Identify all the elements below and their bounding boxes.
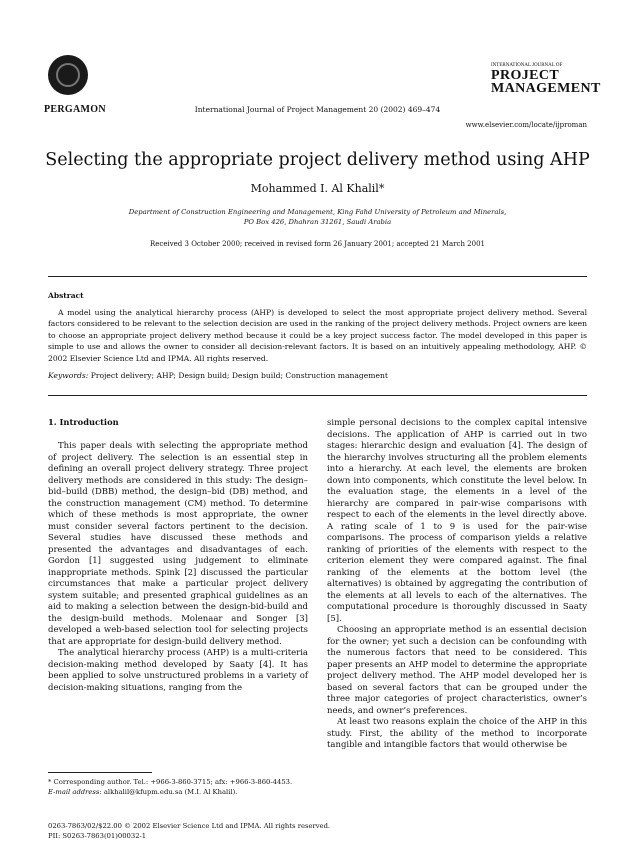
journal-logo-line2: MANAGEMENT (491, 81, 601, 96)
journal-logo-small: INTERNATIONAL JOURNAL OF (491, 63, 563, 68)
journal-url[interactable]: www.elsevier.com/locate/ijproman (465, 121, 587, 129)
publisher-name: PERGAMON (44, 104, 106, 115)
right-paragraph-2: Choosing an appropriate method is an essential decision for the owner; yet such a decision can be confounding with the numerous factors that need to be considered. This paper presents an AHP model to determine the appropriate project delivery method. The AHP model developed her is based on several factors that can be grouped under the three major categories of project characteristics, owner’s needs, and owner’s preferences. (327, 625, 587, 716)
email-address[interactable]: alkhalil@kfupm.edu.sa (M.I. Al Khalil). (103, 787, 238, 796)
journal-logo-line1: PROJECT (491, 68, 560, 83)
footnote-divider (48, 772, 152, 773)
email-label: E-mail address: (48, 787, 102, 796)
pii-line: PII: S0263-7863(01)00032-1 (48, 831, 147, 840)
left-column (48, 441, 308, 694)
pergamon-seal-logo (48, 55, 88, 95)
copyright-line: 0263-7863/02/$22.00 © 2002 Elsevier Science Ltd and IPMA. All rights reserved. (48, 822, 331, 830)
divider-top (48, 276, 587, 277)
keywords-line (48, 371, 587, 380)
journal-logo (491, 63, 601, 96)
journal-citation: International Journal of Project Management 20 (2002) 469–474 (194, 105, 441, 114)
left-paragraph-2: The analytical hierarchy process (AHP) is a multi-criteria decision-making method developed by Saaty [4]. It has been applied to solve unstructured problems in a variety of decision-making situations, ranging from the (48, 648, 308, 693)
corresponding-author-note: * Corresponding author. Tel.: +966-3-860-3715; afx: +966-3-860-4453. (48, 778, 293, 786)
keywords-label: Keywords: (48, 371, 89, 380)
article-author: Mohammed I. Al Khalil* (250, 182, 385, 195)
affiliation-line-2: PO Box 426, Dhahran 31261, Saudi Arabia (243, 218, 392, 226)
received-dates: Received 3 October 2000; received in revised form 26 January 2001; accepted 21 March 2001 (150, 240, 485, 248)
right-column (327, 418, 587, 752)
footnote (48, 778, 308, 797)
article-title: Selecting the appropriate project delivery method using AHP (45, 150, 590, 170)
affiliation-line-1: Department of Construction Engineering and Management, King Fahd University of Petroleum and Minerals, (128, 208, 507, 216)
email-line (48, 788, 308, 798)
abstract-heading: Abstract (48, 291, 84, 300)
divider-bottom (48, 395, 587, 396)
keywords-text: Project delivery; AHP; Design build; Design build; Construction management (90, 371, 388, 380)
author-affiliation (0, 207, 635, 227)
left-paragraph-1: This paper deals with selecting the appropriate method of project delivery. The selection is an essential step in defining an overall project delivery strategy. Three project delivery methods are considered in this study: The design–bid–build (DBB) method, the design–bid (DB) method, and the construction management (CM) method. To determine which of these methods is most appropriate, the owner must consider several factors pertinent to the decision. Several studies have discussed these methods and presented the advantages and disadvantages of each. Gordon [1] suggested using judgement to eliminate inappropriate methods. Spink [2] discussed the particular circumstances that make a particular project delivery system suitable; and presented graphical guidelines as an aid to making a selection between the design-bid-build and the design-build methods. Molenaar and Songer [3] developed a web-based selection tool for selecting projects that are appropriate for design-build delivery method. (48, 441, 308, 647)
bottom-matter (48, 822, 448, 841)
right-paragraph-1: simple personal decisions to the complex capital intensive decisions. The application of AHP is carried out in two stages: hierarchic design and evaluation [4]. The design of the hierarchy involves structuring all the problem elements into a hierarchy. At each level, the elements are broken down into components, which constitute the level below. In the evaluation stage, the elements in a level of the hierarchy are compared in pair-wise comparisons with respect to each of the elements in the level directly above. A rating scale of 1 to 9 is used for the pair-wise comparisons. The process of comparison yields a relative ranking of priorities of the elements with respect to the criterion element they were compared against. The final ranking of the elements at the bottom level (the alternatives) is obtained by aggregating the contribution of the elements at all levels to each of the alternatives. The computational procedure is thoroughly discussed in Saaty [5]. (327, 418, 587, 624)
right-paragraph-3: At least two reasons explain the choice of the AHP in this study. First, the ability of the method to incorporate tangible and intangible factors that would otherwise be (327, 717, 587, 750)
abstract-text: A model using the analytical hierarchy process (AHP) is developed to select the most appropriate project delivery method. Several factors considered to be relevant to the selection decision are used in the ranking of the project delivery methods. Project owners are keen to choose an appropriate project delivery method because it could be a key project success factor. The model developed in this paper is simple to use and allows the owner to consider all decision-relevant factors. It is based on an intuitively appealing methodology, AHP. © 2002 Elsevier Science Ltd and IPMA. All rights reserved. (48, 308, 587, 363)
section-heading: 1. Introduction (48, 417, 119, 427)
